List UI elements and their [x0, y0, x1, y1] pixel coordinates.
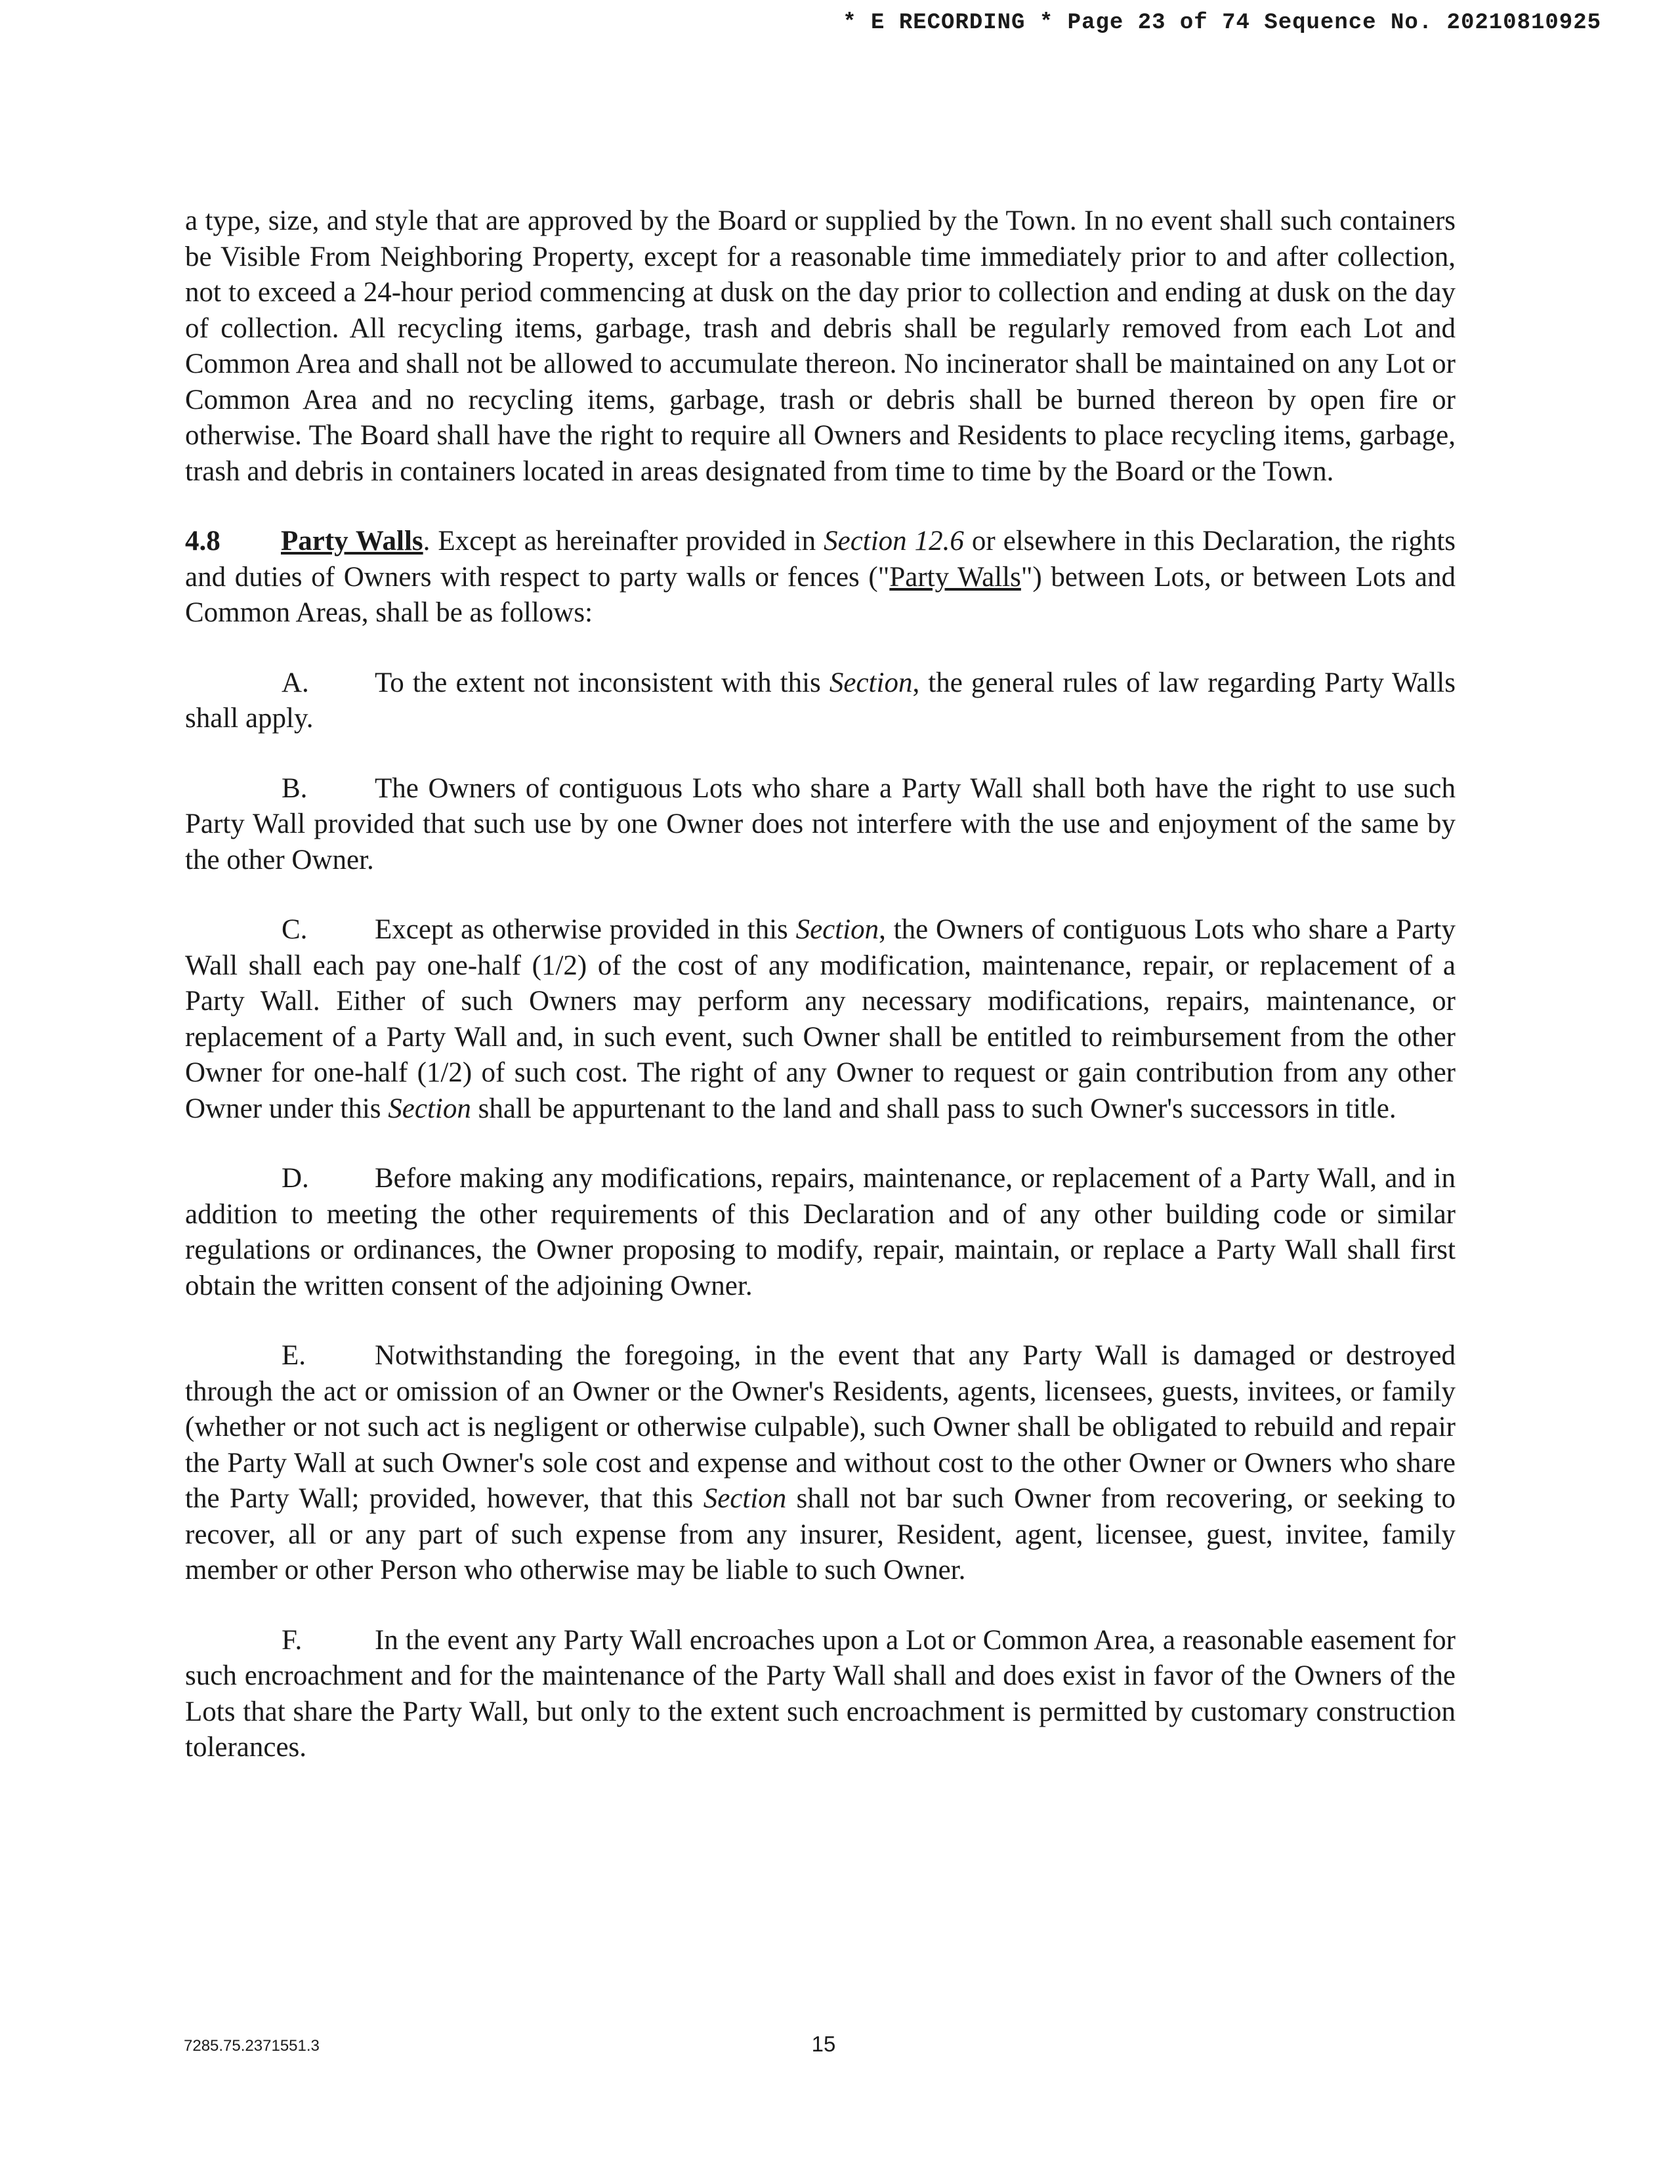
subsection-text: Notwithstanding the foregoing, in the event that any Party Wall is damaged or destroyed through the act or omission of an Owner or the Owner's Residents, agents, licensees, guests, invitees, or family (whether or not such act is negligent or otherwise culpable), such Owner shall be obligated to rebuild and repair the Party Wall at such Owner's sole cost and expense and without cost to the other Owner or Owners who share the Party Wall; provided, however, that this: [185, 1340, 1456, 1514]
subsection-text: , the general rules of law regarding Party Walls shall apply.: [185, 667, 1456, 734]
subsection-text: To the extent not inconsistent with this: [375, 667, 830, 698]
footer-document-id: 7285.75.2371551.3: [184, 2037, 320, 2055]
subsection-text: Except as otherwise provided in this: [375, 914, 796, 945]
subsection-letter: E.: [282, 1340, 306, 1371]
section-reference: Section: [388, 1093, 471, 1124]
subsection-b: [185, 771, 1456, 879]
subsection-text: shall be appurtenant to the land and shall pass to such Owner's successors in title.: [471, 1093, 1396, 1124]
document-body: [185, 203, 1456, 1766]
subsection-letter: C.: [282, 914, 308, 945]
subsection-e: [185, 1338, 1456, 1589]
subsection-text: , the Owners of contiguous Lots who share a Party Wall shall each pay one-half (1/2) of the cost of any modification, maintenance, repair, or replacement of a Party Wall. Either of such Owners may perform any necessary modifications, repairs, maintenance, or replacement of a Party Wall and, in such event, such Owner shall be entitled to reimbursement from the other Owner for one-half (1/2) of such cost. The right of any Owner to request or gain contribution from any other Owner under this: [185, 914, 1456, 1124]
subsection-letter: B.: [282, 772, 308, 804]
section-reference: Section 12.6: [824, 526, 964, 556]
subsection-text: shall not bar such Owner from recovering, or seeking to recover, all or any part of such expense from any insurer, Resident, agent, licensee, guest, invitee, family member or other Person who otherwise may be liable to such Owner.: [185, 1483, 1456, 1586]
subsection-f: [185, 1623, 1456, 1766]
subsection-a: [185, 665, 1456, 737]
section-title: Party Walls: [281, 526, 423, 556]
recording-header: * E RECORDING * Page 23 of 74 Sequence No. 20210810925: [843, 10, 1601, 35]
defined-term: Party Walls: [889, 561, 1021, 593]
subsection-letter: A.: [282, 667, 309, 698]
section-4-8-paragraph: [185, 524, 1456, 631]
subsection-c: [185, 912, 1456, 1127]
section-reference: Section: [795, 914, 879, 945]
section-reference: Section: [829, 667, 913, 698]
subsection-letter: F.: [282, 1624, 303, 1656]
subsection-text: Before making any modifications, repairs, maintenance, or replacement of a Party Wall, and in addition to meeting the other requirements of this Declaration and of any other building code or similar regulations or ordinances, the Owner proposing to modify, repair, maintain, or replace a Party Wall shall first obtain the written consent of the adjoining Owner.: [185, 1163, 1456, 1301]
section-number: 4.8: [185, 526, 220, 556]
paragraph-intro: a type, size, and style that are approved by the Board or supplied by the Town. In no event shall such containers be Visible From Neighboring Property, except for a reasonable time immediately prior to and after collection, not to exceed a 24-hour period commencing at dusk on the day prior to collection and ending at dusk on the day of collection. All recycling items, garbage, trash and debris shall be regularly removed from each Lot and Common Area and shall not be allowed to accumulate thereon. No incinerator shall be maintained on any Lot or Common Area and no recycling items, garbage, trash or debris shall be burned thereon by open fire or otherwise. The Board shall have the right to require all Owners and Residents to place recycling items, garbage, trash and debris in containers located in areas designated from time to time by the Board or the Town.: [185, 205, 1456, 487]
section-reference: Section: [703, 1483, 787, 1514]
section-title-period: .: [423, 526, 430, 556]
footer-page-number: 15: [811, 2032, 836, 2056]
section-text: or elsewhere in this Declaration, the rights and duties of Owners with respect to party walls or fences (": [185, 526, 1456, 593]
section-text: ") between Lots, or between Lots and Common Areas, shall be as follows:: [185, 561, 1456, 628]
subsection-text: In the event any Party Wall encroaches upon a Lot or Common Area, a reasonable easement for such encroachment and for the maintenance of the Party Wall shall and does exist in favor of the Owners of the Lots that share the Party Wall, but only to the extent such encroachment is permitted by customary construction tolerances.: [185, 1624, 1456, 1763]
subsection-d: [185, 1161, 1456, 1304]
subsection-text: The Owners of contiguous Lots who share a Party Wall shall both have the right to use such Party Wall provided that such use by one Owner does not interfere with the use and enjoyment of the same by the other Owner.: [185, 772, 1456, 875]
section-text: Except as hereinafter provided in: [430, 526, 824, 556]
subsection-letter: D.: [282, 1163, 309, 1194]
